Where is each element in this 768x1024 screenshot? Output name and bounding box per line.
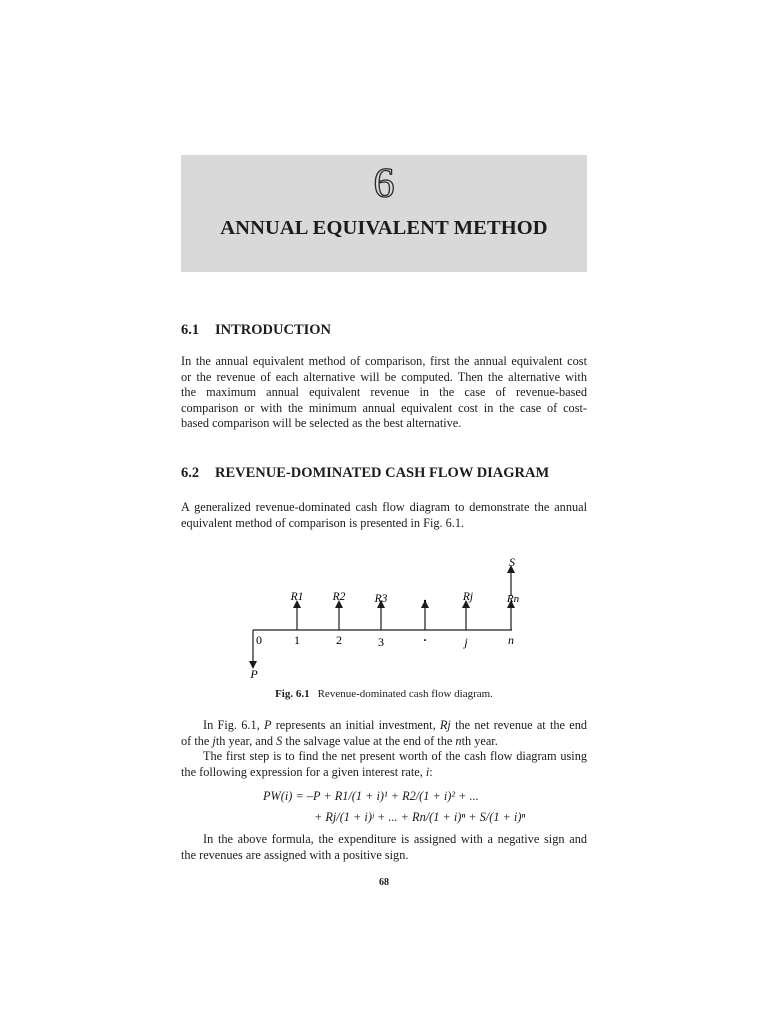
section-number: 6.2: [181, 465, 200, 481]
text-line: The first step is to find the net present worth of the cash flow diagram using: [203, 749, 587, 764]
text-line: In Fig. 6.1, P represents an initial investment, Rj the net revenue at the end: [203, 718, 588, 732]
sign-convention-paragraph: [181, 832, 587, 863]
time-label-1: 1: [294, 633, 300, 647]
section-number: 6.1: [181, 322, 200, 338]
cash-flow-diagram: [240, 552, 540, 684]
text-line: of the jth year, and S the salvage value at the end of the nth year.: [181, 733, 498, 748]
text-line: the revenues are assigned with a positive sign.: [181, 847, 409, 862]
revenue-label-dot: .: [423, 591, 427, 606]
text-line: A generalized revenue-dominated cash flow diagram to demonstrate the annual: [181, 500, 587, 514]
investment-label: P: [250, 667, 258, 681]
revenue-label-1: R1: [290, 591, 304, 603]
figure-number: Fig. 6.1: [275, 688, 310, 700]
revenue-label-j: Rj: [462, 591, 474, 603]
equation-line-1: PW(i) = –P + R1/(1 + i)¹ + R2/(1 + i)² + ...: [263, 789, 479, 803]
time-label-2: 2: [336, 633, 342, 647]
section-heading-introduction: [181, 322, 331, 339]
time-label-dot: ·: [422, 633, 428, 647]
time-label-0: 0: [256, 633, 262, 647]
revenue-label-2: R2: [332, 591, 346, 603]
figure-explanation-paragraph: [181, 718, 587, 780]
figure-caption-text: Revenue-dominated cash flow diagram.: [317, 688, 493, 700]
text-line: the following expression for a given interest rate, i:: [181, 764, 433, 779]
text-line: In the annual equivalent method of comparison, first the annual equivalent cost: [181, 354, 587, 368]
text-line: equivalent method of comparison is presented in Fig. 6.1.: [181, 515, 465, 530]
revenue-label-n: Rn: [506, 593, 520, 605]
text-line: In the above formula, the expenditure is assigned with a negative sign and: [203, 832, 587, 846]
text-line: the maximum annual equivalent revenue in the case of revenue-based: [181, 385, 587, 400]
introduction-paragraph: [181, 354, 587, 432]
text-line: or the revenue of each alternative will be computed. Then the alternative with: [181, 369, 587, 384]
chapter-title: ANNUAL EQUIVALENT METHOD: [220, 217, 548, 239]
chapter-number: 6: [373, 161, 395, 207]
text-line: based comparison will be selected as the best alternative.: [181, 416, 462, 431]
time-label-3: 3: [378, 635, 384, 649]
cash-flow-intro-paragraph: [181, 500, 587, 531]
revenue-label-3: R3: [374, 593, 388, 605]
section-heading-cash-flow: [181, 465, 549, 482]
section-title: INTRODUCTION: [215, 322, 332, 338]
equation-line-2: + Rj/(1 + i)ʲ + ... + Rn/(1 + i)ⁿ + S/(1 + i)ⁿ: [314, 810, 526, 824]
text-line: comparison or with the minimum annual equivalent cost in the case of cost-: [181, 400, 587, 415]
section-title: REVENUE-DOMINATED CASH FLOW DIAGRAM: [215, 465, 550, 481]
time-label-n: n: [508, 633, 514, 647]
figure-caption: [0, 688, 768, 700]
time-label-j: j: [464, 635, 468, 649]
chapter-header-box: [181, 155, 587, 272]
salvage-label: S: [509, 555, 515, 569]
page-number: 68: [379, 877, 389, 888]
